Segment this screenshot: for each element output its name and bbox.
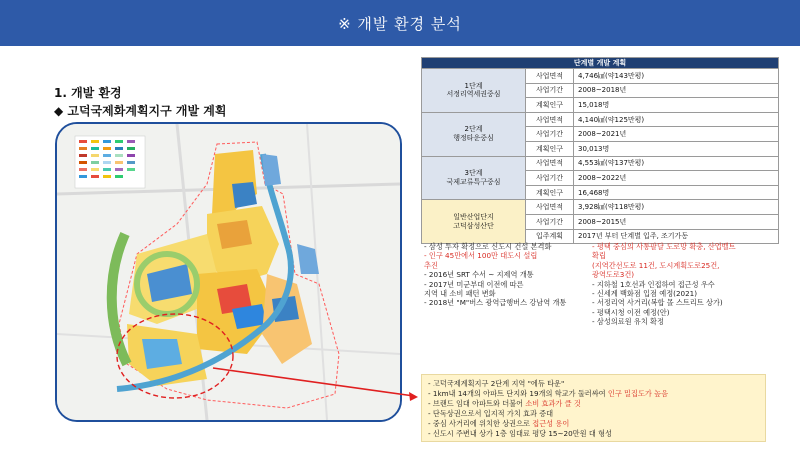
phase-name: 3단계 국제교류특구중심 (422, 156, 526, 200)
note-line: 광역도로3건) (592, 270, 635, 280)
note-line: - 지하철 1호선과 인접하여 접근성 우수 (592, 279, 715, 289)
note-line: 지역 내 소비 패턴 변화 (424, 289, 496, 299)
row-value: 2008~2015년 (574, 214, 779, 229)
callout-line: - 단독상권으로서 입지적 가치 효과 증대 (428, 409, 554, 418)
phase-table (421, 57, 779, 244)
row-label: 사업기간 (526, 171, 574, 186)
row-value: 15,018명 (574, 98, 779, 113)
phase-name: 1단계 서정리역세권중심 (422, 69, 526, 113)
row-value: 4,746㎢(약143만평) (574, 69, 779, 84)
note-line: - 신세계 백화점 입점 예정(2021) (592, 289, 698, 299)
callout-line: - 중심 사거리에 위치한 상권으로 접근성 용이 (428, 419, 570, 428)
row-value: 2017년 부터 단계별 입주, 조기가동 (574, 229, 779, 244)
callout-highlight: 인구 밀집도가 높음 (607, 389, 669, 398)
row-label: 사업면적 (526, 156, 574, 171)
note-line: - 평택 중심의 사통팔달 도로망 확충, 산업벨트 (592, 242, 736, 251)
note-line: - 2016년 SRT 수서 ~ 지제역 개통 (424, 270, 534, 280)
row-value: 2008~2022년 (574, 171, 779, 186)
callout-line: - 고덕국제계획지구 2단계 지역 "에듀 타운" (428, 379, 565, 388)
notes-left (424, 242, 566, 308)
row-label: 사업기간 (526, 83, 574, 98)
note-line: - 삼성 투자 확정으로 신도시 건설 본격화 (424, 242, 552, 251)
row-label: 사업면적 (526, 69, 574, 84)
note-line: - 2017년 미군부대 이전에 따른 (424, 279, 524, 289)
row-label: 사업면적 (526, 112, 574, 127)
callout-highlight: 소비 효과가 클 것 (525, 399, 581, 408)
callout-line: - 신도시 주변내 상가 1층 임대료 평당 15~20만원 대 형성 (428, 429, 612, 438)
row-value: 30,013명 (574, 141, 779, 156)
note-line: - 2018년 "M"버스 광역급행버스 강남역 개통 (424, 298, 567, 308)
row-value: 4,553㎢(약137만평) (574, 156, 779, 171)
row-label: 입주계획 (526, 229, 574, 244)
row-value: 16,468명 (574, 185, 779, 200)
note-line: (지역간선도로 11건, 도시계획도로25건, (592, 260, 720, 270)
section-subtitle: ◆ 고덕국제화계획지구 개발 계획 (54, 104, 227, 118)
page-title: ※ 개발 환경 분석 (338, 14, 462, 33)
table-title: 단계별 개발 계획 (422, 58, 779, 69)
note-line: - 삼성의료원 유치 확정 (592, 317, 664, 327)
section-title: 1. 개발 환경 (54, 86, 122, 100)
row-label: 사업기간 (526, 214, 574, 229)
note-line: 확립 (592, 251, 606, 261)
phase-name: 일반산업단지 고덕삼성산단 (422, 200, 526, 244)
callout-line: - 1km내 14개의 아파트 단지와 19개의 학교가 둘러싸여 인구 밀집도가 높음 (428, 389, 669, 398)
note-line: - 서정리역 사거리(복합 몰 스트리트 상가) (592, 298, 723, 308)
row-value: 2008~2021년 (574, 127, 779, 142)
row-label: 계획인구 (526, 141, 574, 156)
row-value: 2008~2018년 (574, 83, 779, 98)
row-value: 3,928㎢(약118만평) (574, 200, 779, 215)
callout-line: - 브랜드 임대 아파트와 더불어 소비 효과가 클 것 (428, 399, 581, 408)
note-line: - 인구 45만에서 100만 대도시 설립 (424, 251, 538, 261)
row-label: 계획인구 (526, 185, 574, 200)
notes-right (592, 242, 736, 327)
row-value: 4,140㎢(약125만평) (574, 112, 779, 127)
row-label: 사업기간 (526, 127, 574, 142)
note-line: 추진 (424, 260, 438, 270)
row-label: 사업면적 (526, 200, 574, 215)
callout-highlight: 접근성 용이 (532, 419, 570, 428)
phase-name: 2단계 행정타운중심 (422, 112, 526, 156)
edu-town-callout (421, 374, 766, 442)
row-label: 계획인구 (526, 98, 574, 113)
note-line: - 평택시청 이전 예정(안) (592, 307, 670, 317)
